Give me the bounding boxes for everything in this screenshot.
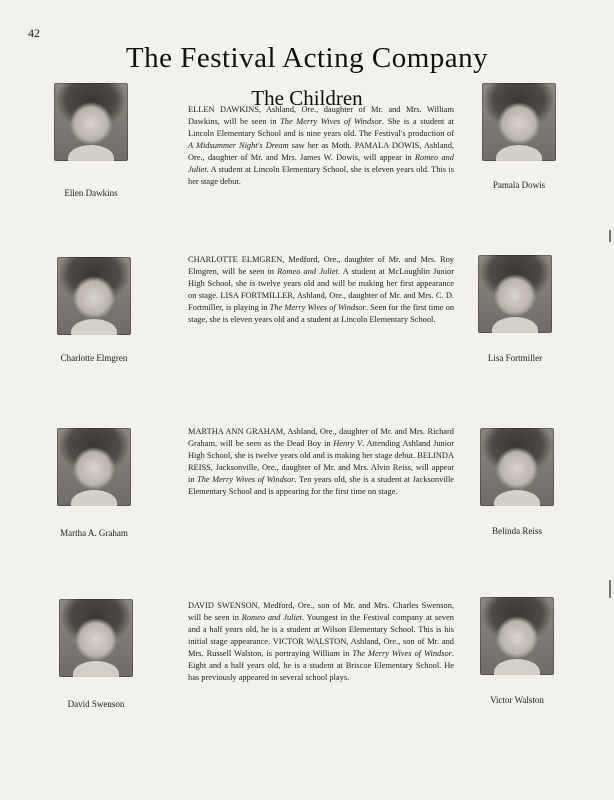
caption-left-2: Charlotte Elmgren — [60, 353, 128, 363]
caption-left-4: David Swenson — [67, 699, 125, 709]
bio-title-text: A Midsummer Night's Dream — [188, 141, 289, 150]
bio-title-text: Romeo and Juliet — [188, 153, 454, 174]
bio-text: DAVID SWENSON, Medford, Ore., son of Mr. and Mrs. Charles Swenson, will be seen in — [188, 601, 454, 622]
caption-left-3: Martha A. Graham — [60, 528, 128, 538]
bio-text: . A student at McLoughlin Junior High School, she is twelve years old and will be making her first appearance on stage. LISA FORTMILLER, Ashland, Ore., daughter of Mr. and Mrs. C. D. Fortmiller, is playing in — [188, 267, 455, 312]
caption-left-1: Ellen Dawkins — [64, 188, 118, 198]
bio-text: . Attending Ashland Junior High School, she is twelve years old and is making her stage debut. BELINDA REISS, Jacksonville, Ore., daughter of Mr. and Mrs. Alvin Reiss, will appear in — [188, 439, 455, 484]
photo-right-3 — [480, 428, 554, 506]
photo-left-4 — [59, 599, 133, 677]
bio-text: . She is a student at Lincoln Elementary School and is nine years old. The Festival's production of — [188, 117, 455, 138]
caption-right-3: Belinda Reiss — [492, 526, 542, 536]
photo-left-2 — [57, 257, 131, 335]
bio-4 — [188, 600, 454, 684]
caption-right-2: Lisa Fortmiller — [487, 353, 543, 363]
bio-text: . A student at Lincoln Elementary School, she is eleven years old. This is her stage debut. — [188, 165, 454, 186]
section-title: The Children — [251, 86, 363, 110]
caption-right-4: Victor Walston — [490, 695, 544, 705]
photo-right-2 — [478, 255, 552, 333]
bio-text: . Seen for the first time on stage, she is eleven years old and a student at Lincoln Elementary School. — [188, 303, 455, 324]
bio-title-text: The Merry Wives of Windsor — [269, 303, 366, 312]
bio-title-text: The Merry Wives of Windsor — [352, 649, 452, 658]
photo-left-3 — [57, 428, 131, 506]
bio-1 — [188, 104, 454, 188]
photo-right-1 — [482, 83, 556, 161]
bio-title-text: Romeo and Juliet — [277, 267, 338, 276]
bio-title-text: Henry V — [333, 439, 363, 448]
page-number: 42 — [28, 26, 40, 40]
bio-3 — [188, 426, 454, 498]
bio-text: . Ten years old, she is a student at Jacksonville Elementary School and is appearing for the first time on stage. — [188, 475, 455, 496]
bio-text: MARTHA ANN GRAHAM, Ashland, Ore., daughter of Mr. and Mrs. Richard Graham, will be seen as the Dead Boy in — [188, 427, 454, 448]
photo-left-1 — [54, 83, 128, 161]
bio-2 — [188, 254, 454, 326]
bio-text: saw her as Moth. PAMALA DOWIS, Ashland, Ore., daughter of Mr. and Mrs. James W. Dowis, will appear in — [188, 141, 455, 162]
bio-text: . Youngest in the Festival company at seven and a half years old, he is a student at Wilson Elementary School. This is his initial stage appearance. VICTOR WALSTON, Ashland, Ore., son of Mr. and Mrs. Russell Walston, is portraying William in — [188, 613, 454, 658]
scan-edge-mark — [609, 230, 611, 242]
bio-text: ELLEN DAWKINS, Ashland, Ore., daughter of Mr. and Mrs. William Dawkins, will be seen in — [188, 105, 454, 126]
page-title: The Festival Acting Company — [125, 42, 489, 74]
caption-right-1: Pamala Dowis — [492, 180, 546, 190]
bio-text: CHARLOTTE ELMGREN, Medford, Ore., daughter of Mr. and Mrs. Roy Elmgren, will be seen in — [188, 255, 454, 276]
bio-title-text: Romeo and Juliet — [241, 613, 302, 622]
bio-title-text: The Merry Wives of Windsor — [197, 475, 295, 484]
bio-title-text: The Merry Wives of Windsor — [280, 117, 382, 126]
scan-edge-mark — [609, 580, 611, 598]
photo-right-4 — [480, 597, 554, 675]
bio-text: . Eight and a half years old, he is a student at Briscoe Elementary School. He has previously appeared in several school plays. — [188, 649, 454, 682]
